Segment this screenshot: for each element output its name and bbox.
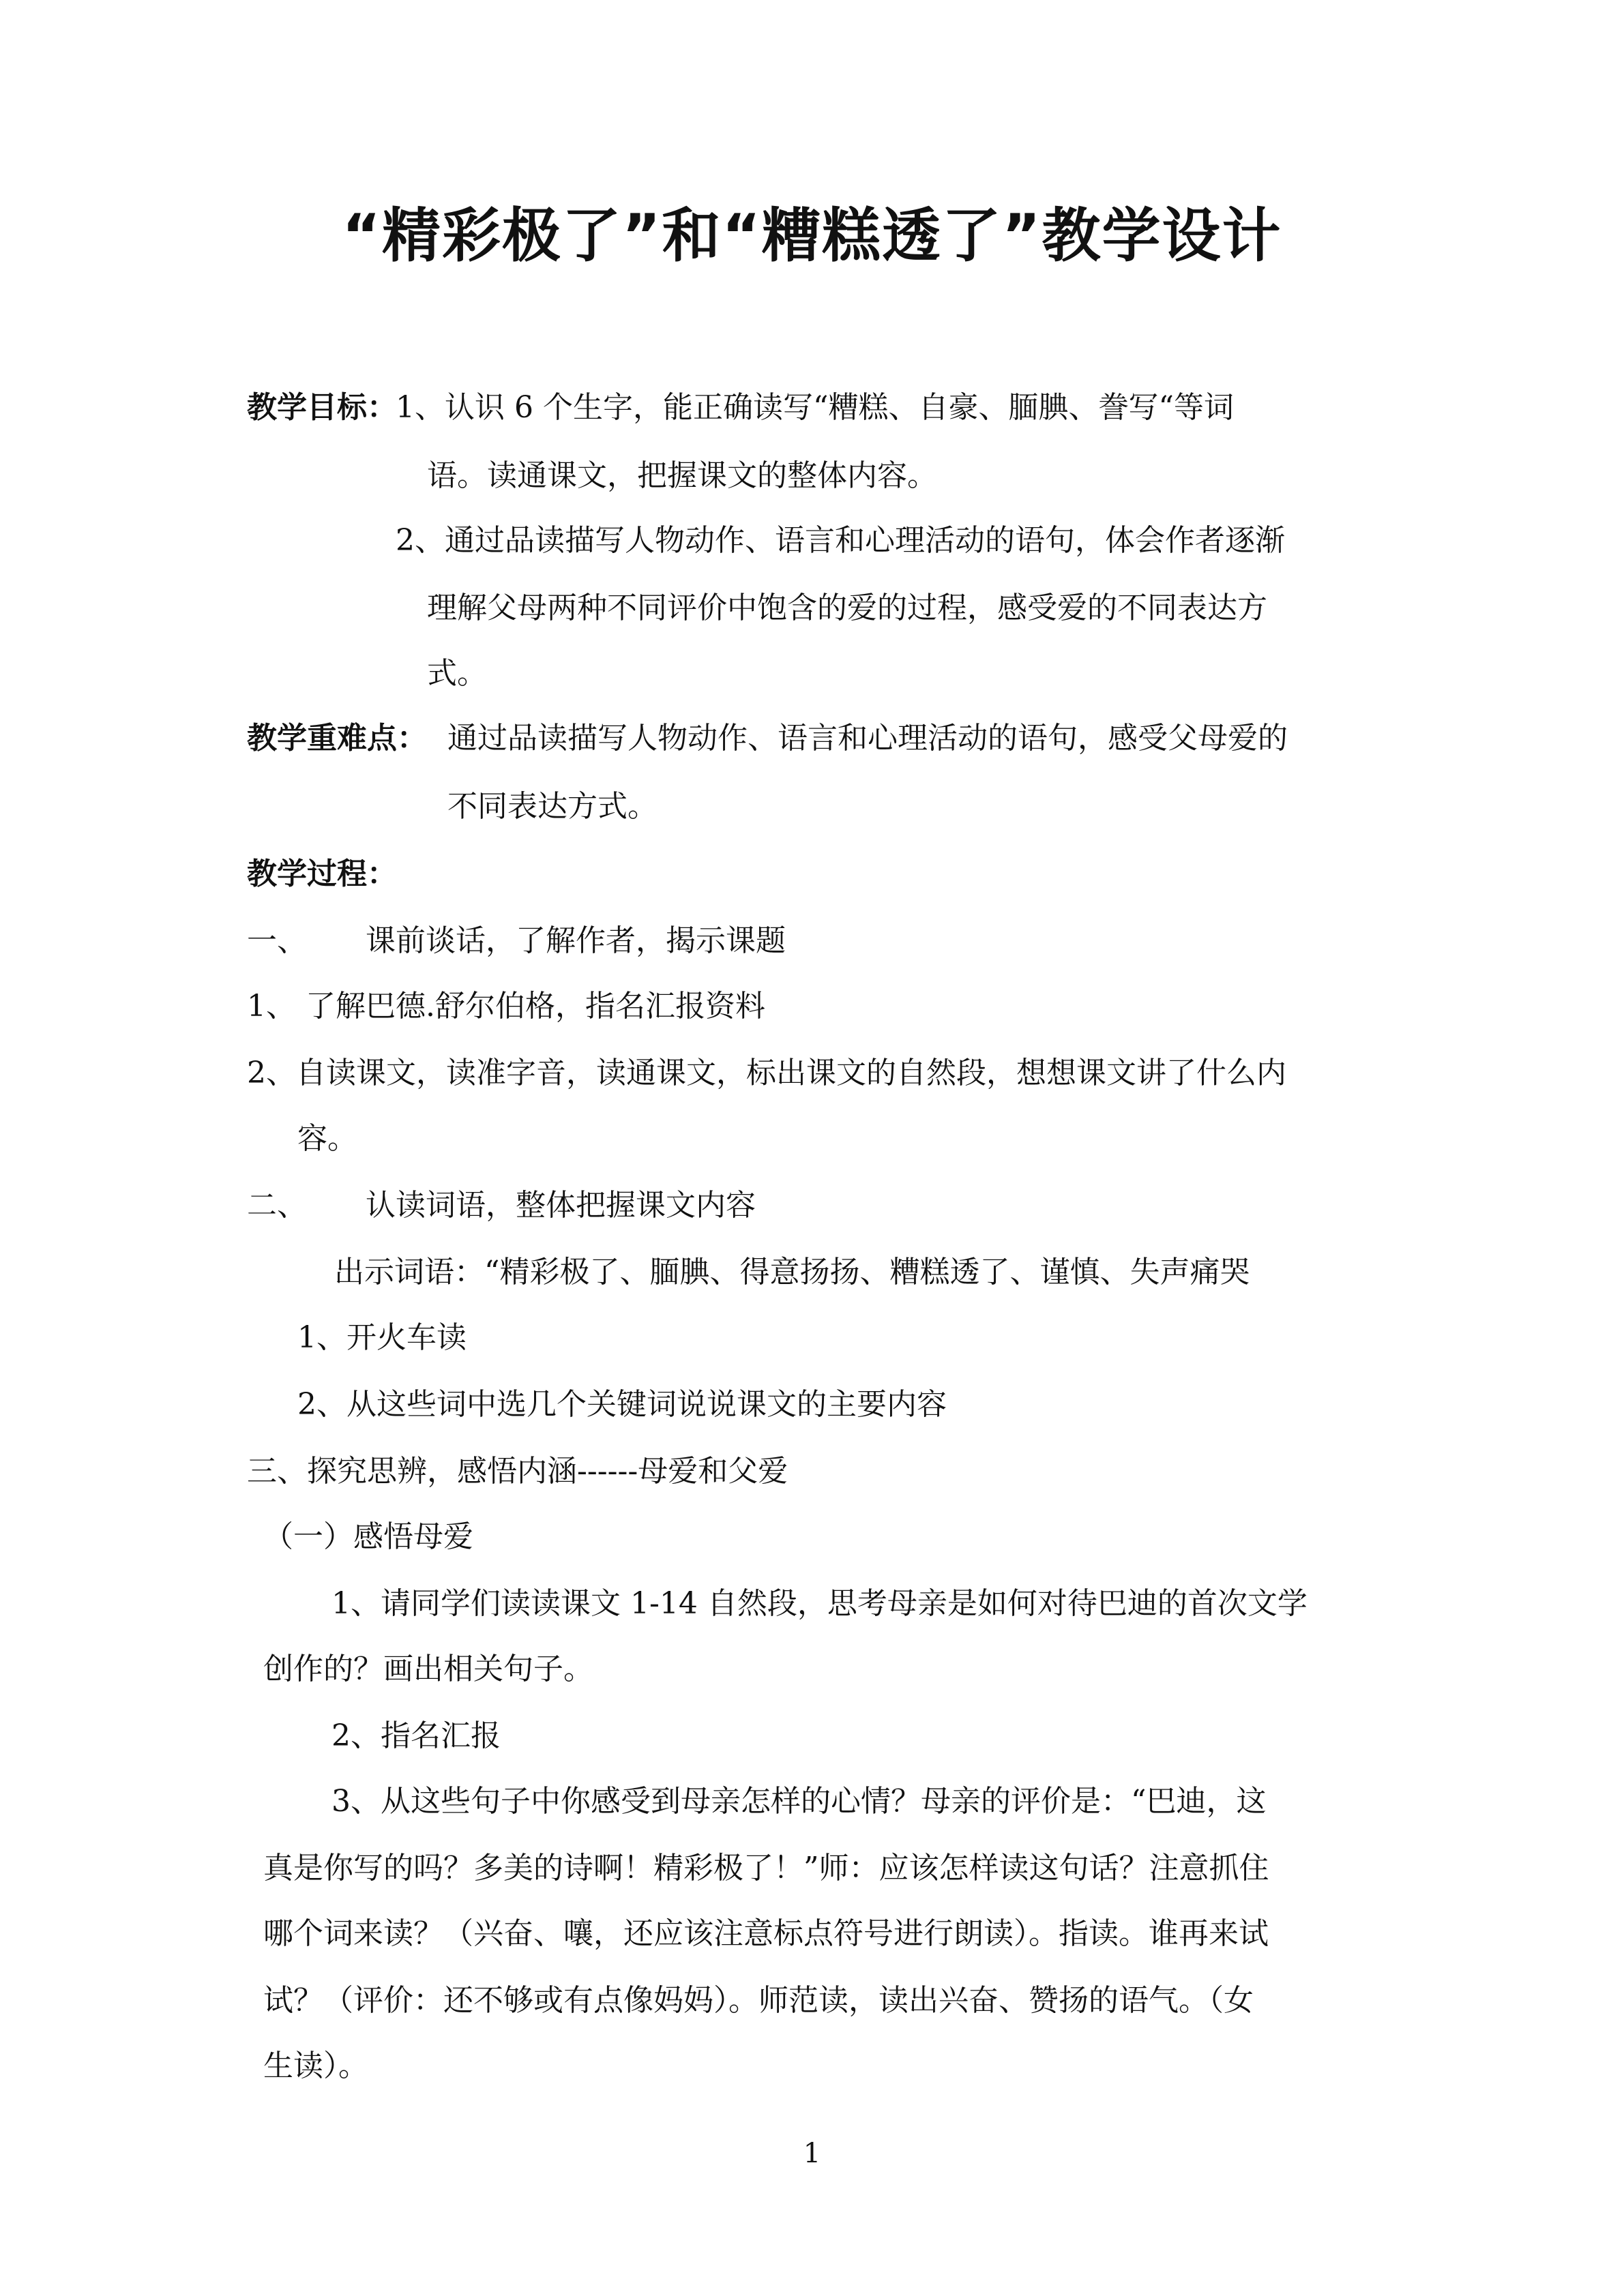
section-3-title: 三、探究思辨，感悟内涵------母爱和父爱	[247, 1454, 788, 1489]
goal-1-line-1: 1、认识 6 个生字，能正确读写“糟糕、自豪、腼腆、誊写“等词	[396, 390, 1234, 425]
section-2-item-1: 1、开火车读	[297, 1320, 467, 1355]
key-points-line-1: 通过品读描写人物动作、语言和心理活动的语句，感受父母爱的	[447, 721, 1288, 756]
subsection-1-item-3-line-1: 3、从这些句子中你感受到母亲怎样的心情？母亲的评价是：“巴迪，这	[331, 1784, 1267, 1819]
page-number: 1	[803, 2138, 821, 2169]
section-1-item-2-line-2: 容。	[297, 1121, 357, 1156]
subsection-1-item-3-line-3: 哪个词来读？（兴奋、嚷，还应该注意标点符号进行朗读）。指读。谁再来试	[263, 1916, 1269, 1951]
key-points-label: 教学重难点：	[247, 721, 427, 756]
subsection-1-title: （一）感悟母爱	[263, 1519, 473, 1554]
section-2-title: 认读词语，整体把握课文内容	[366, 1188, 756, 1223]
section-1-item-2-line-1: 2、自读课文，读准字音，读通课文，标出课文的自然段，想想课文讲了什么内	[247, 1056, 1286, 1090]
section-1-title: 课前谈话，了解作者，揭示课题	[366, 923, 786, 958]
subsection-1-item-3-line-2: 真是你写的吗？多美的诗啊！精彩极了！”师：应该怎样读这句话？注意抓住	[263, 1851, 1269, 1885]
subsection-1-item-1-line-2: 创作的？画出相关句子。	[263, 1652, 593, 1686]
subsection-1-item-3-line-5: 生读）。	[263, 2048, 368, 2083]
goal-1-line-2: 语。读通课文，把握课文的整体内容。	[427, 458, 937, 493]
section-2-words: 出示词语：“精彩极了、腼腆、得意扬扬、糟糕透了、谨慎、失声痛哭	[334, 1255, 1250, 1289]
process-label: 教学过程：	[247, 856, 397, 891]
section-1-item-1: 1、 了解巴德.舒尔伯格，指名汇报资料	[247, 989, 765, 1024]
subsection-1-item-1-line-1: 1、请同学们读读课文 1-14 自然段，思考母亲是如何对待巴迪的首次文学	[331, 1586, 1308, 1621]
key-points-line-2: 不同表达方式。	[447, 789, 658, 824]
section-1-number: 一、	[247, 923, 307, 958]
section-2-number: 二、	[247, 1188, 307, 1223]
goal-2-line-2: 理解父母两种不同评价中饱含的爱的过程，感受爱的不同表达方	[427, 591, 1267, 625]
subsection-1-item-2: 2、指名汇报	[331, 1718, 501, 1753]
goal-2-line-3: 式。	[427, 656, 487, 691]
document-title: “精彩极了”和“糟糕透了”教学设计	[342, 202, 1282, 270]
section-2-item-2: 2、从这些词中选几个关键词说说课文的主要内容	[297, 1387, 947, 1422]
goal-2-line-1: 2、通过品读描写人物动作、语言和心理活动的语句，体会作者逐渐	[396, 523, 1285, 558]
goals-label: 教学目标：	[247, 390, 397, 425]
subsection-1-item-3-line-4: 试？（评价：还不够或有点像妈妈）。师范读，读出兴奋、赞扬的语气。（女	[263, 1983, 1254, 2018]
